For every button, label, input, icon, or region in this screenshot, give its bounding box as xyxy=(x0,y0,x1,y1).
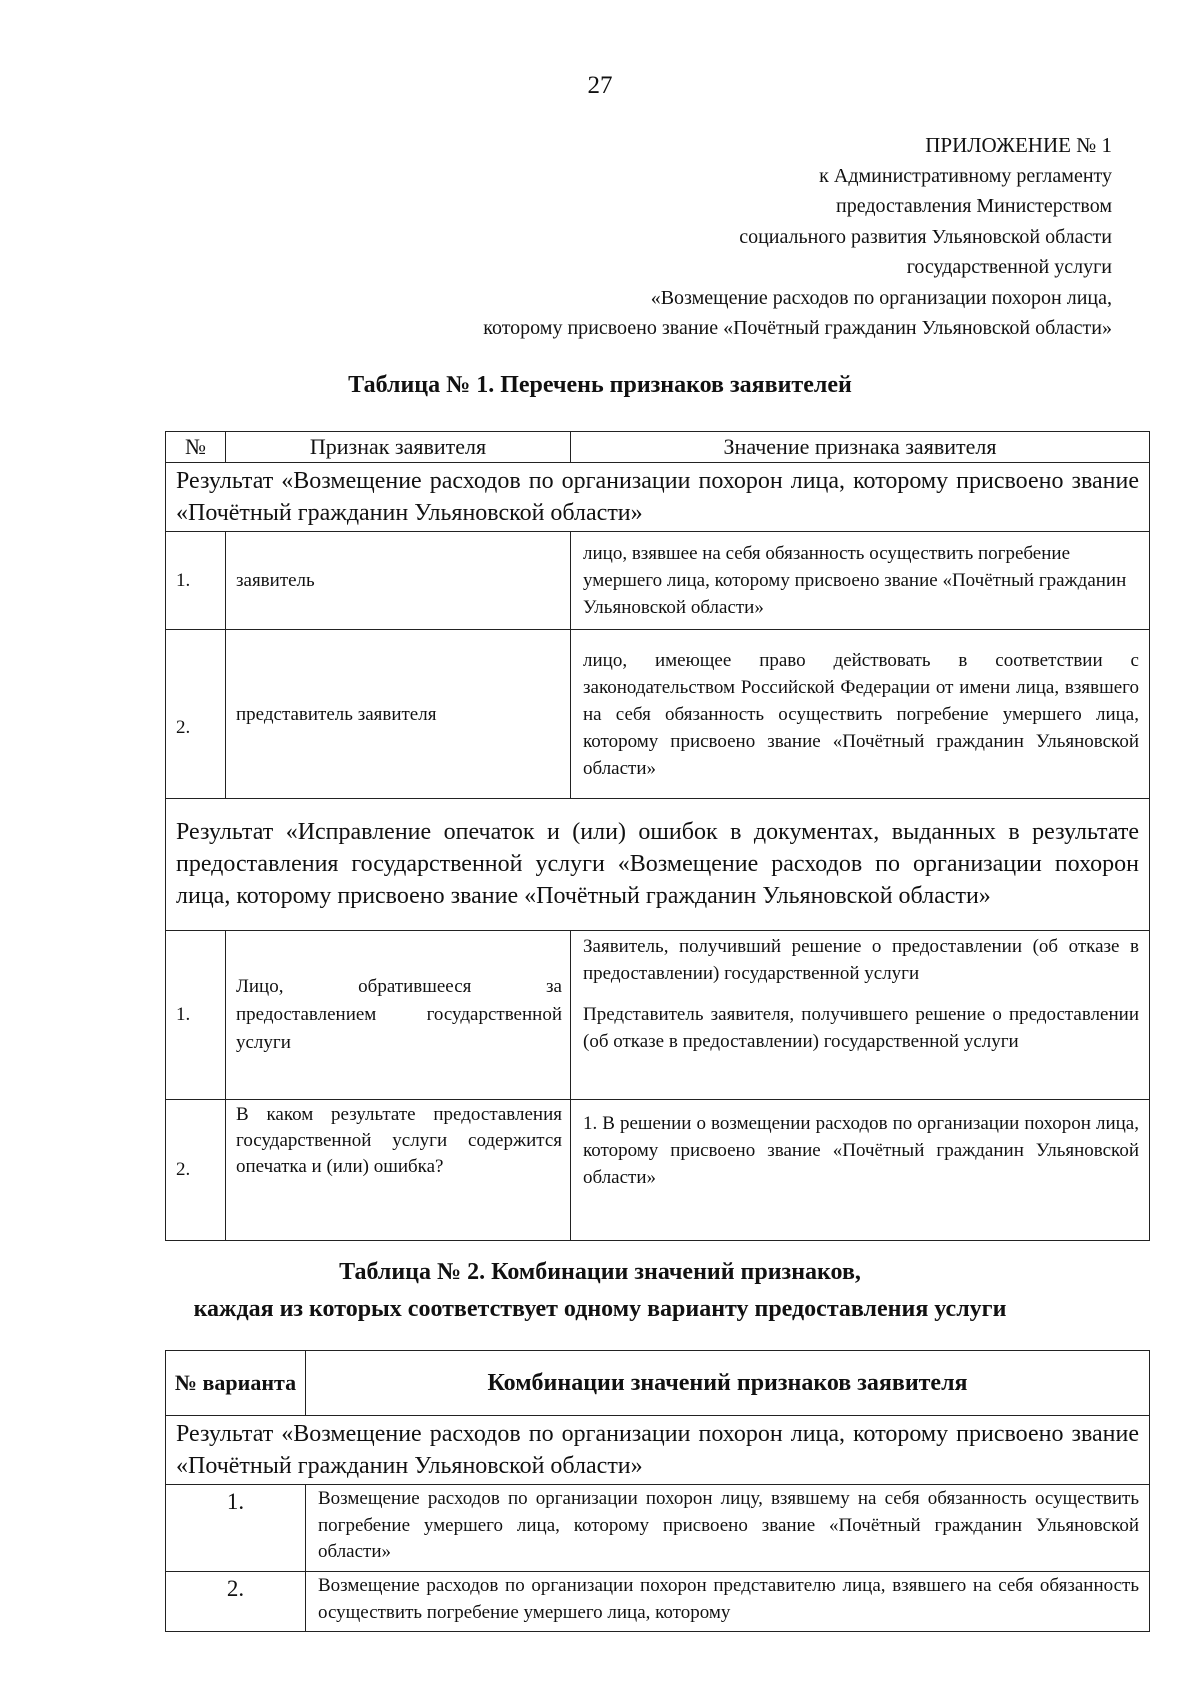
appendix-line: социального развития Ульяновской области xyxy=(739,225,1112,248)
table2-title-line2: каждая из которых соответствует одному варианту предоставления услуги xyxy=(193,1296,1007,1322)
appendix-line: к Административному регламенту xyxy=(819,164,1112,187)
sign-cell: В каком результате предоставления государственной услуги содержится опечатка и (или) ошибка? xyxy=(226,1100,571,1241)
result-heading: Результат «Исправление опечаток и (или) ошибок в документах, выданных в результате предоставления государственной услуги «Возмещение расходов по организации похорон лица, которому присвоено звание «Почётный гражданин Ульяновской области» xyxy=(166,799,1150,931)
appendix-line: предоставления Министерством xyxy=(836,195,1112,217)
column-header-combinations: Комбинации значений признаков заявителя xyxy=(306,1351,1150,1416)
result-row xyxy=(166,799,1150,931)
value-text: Заявитель, получивший решение о предоставлении (об отказе в предоставлении) государственной услуги xyxy=(583,936,1139,984)
row-number: 2. xyxy=(166,630,226,799)
appendix-title: ПРИЛОЖЕНИЕ № 1 xyxy=(925,133,1112,157)
column-header-number: № xyxy=(166,432,226,463)
result-heading: Результат «Возмещение расходов по организации похорон лица, которому присвоено звание «Почётный гражданин Ульяновской области» xyxy=(166,463,1150,532)
sign-cell: представитель заявителя xyxy=(226,630,571,799)
result-heading: Результат «Возмещение расходов по организации похорон лица, которому присвоено звание «Почётный гражданин Ульяновской области» xyxy=(166,1416,1150,1485)
value-cell xyxy=(571,931,1150,1100)
value-cell: лицо, имеющее право действовать в соответствии с законодательством Российской Федерации от имени лица, взявшего на себя обязанность осуществить погребение умершего лица, которому присвоено звание «Почётный гражданин Ульяновской области» xyxy=(571,630,1150,799)
row-number: 1. xyxy=(166,931,226,1100)
table-row xyxy=(166,1572,1150,1632)
value-cell: лицо, взявшее на себя обязанность осуществить погребение умершего лица, которому присвоено звание «Почётный гражданин Ульяновской области» xyxy=(571,532,1150,630)
table-row xyxy=(166,630,1150,799)
appendix-header xyxy=(483,130,1112,344)
column-header-value: Значение признака заявителя xyxy=(571,432,1150,463)
table-row xyxy=(166,1100,1150,1241)
table1-title: Таблица № 1. Перечень признаков заявителей xyxy=(348,372,852,398)
table2-title-line1: Таблица № 2. Комбинации значений признаков, xyxy=(339,1259,861,1285)
table-row xyxy=(166,931,1150,1100)
value-text: Представитель заявителя, получившего решение о предоставлении (об отказе в предоставлении) государственной услуги xyxy=(583,1004,1139,1052)
appendix-line: государственной услуги xyxy=(906,256,1112,278)
variant-number: 1. xyxy=(166,1485,306,1572)
result-row xyxy=(166,1416,1150,1485)
combination-text: Возмещение расходов по организации похорон лицу, взявшему на себя обязанность осуществить погребение умершего лица, которому присвоено звание «Почётный гражданин Ульяновской области» xyxy=(306,1485,1150,1572)
combination-text: Возмещение расходов по организации похорон представителю лица, взявшего на себя обязанность осуществить погребение умершего лица, которому xyxy=(306,1572,1150,1632)
table-row xyxy=(166,532,1150,630)
sign-text: Лицо, обратившееся за предоставлением государственной услуги xyxy=(236,976,562,1053)
appendix-line: «Возмещение расходов по организации похорон лица, xyxy=(650,286,1112,309)
result-row xyxy=(166,463,1150,532)
page-number: 27 xyxy=(587,72,613,99)
column-header-variant: № варианта xyxy=(166,1351,306,1416)
variant-number: 2. xyxy=(166,1572,306,1632)
applicant-signs-table xyxy=(165,431,1150,1241)
appendix-line: которому присвоено звание «Почётный гражданин Ульяновской области» xyxy=(483,317,1112,339)
sign-cell xyxy=(226,931,571,1100)
sign-cell: заявитель xyxy=(226,532,571,630)
row-number: 1. xyxy=(166,532,226,630)
table-header-row xyxy=(166,432,1150,463)
variant-combinations-table xyxy=(165,1350,1150,1632)
value-cell: 1. В решении о возмещении расходов по организации похорон лица, которому присвоено звание «Почётный гражданин Ульяновской области» xyxy=(571,1100,1150,1241)
table-row xyxy=(166,1485,1150,1572)
row-number: 2. xyxy=(166,1100,226,1241)
table-header-row xyxy=(166,1351,1150,1416)
column-header-sign: Признак заявителя xyxy=(226,432,571,463)
